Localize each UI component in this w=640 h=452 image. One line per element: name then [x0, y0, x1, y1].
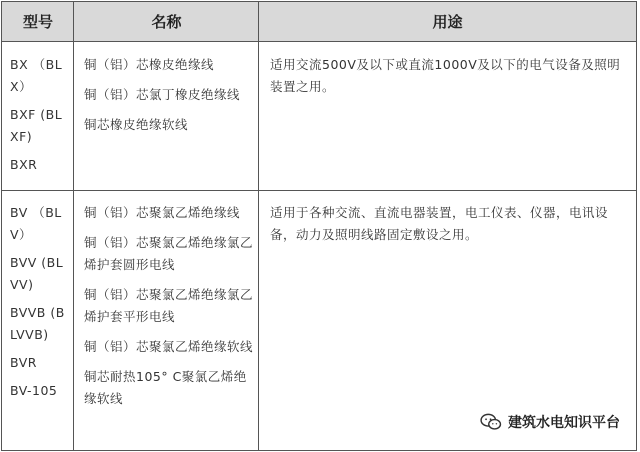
model-code: BV-105 [10, 383, 58, 398]
header-use: 用途 [259, 2, 636, 42]
wire-use: 适用于各种交流、直流电器装置，电工仪表、仪器，电讯设备，动力及照明线路固定敷设之用。 [270, 205, 609, 242]
header-name: 名称 [74, 2, 259, 42]
wire-name: 铜（铝）芯氯丁橡皮绝缘线 [84, 87, 241, 102]
wechat-icon [480, 413, 502, 431]
watermark-text: 建筑水电知识平台 [508, 415, 620, 431]
wire-type-table [1, 1, 637, 451]
row-divider [2, 190, 636, 191]
wire-name: 铜（铝）芯聚氯乙烯绝缘氯乙烯护套平形电线 [84, 287, 254, 324]
model-code: BVVB (B LVVB) [10, 305, 65, 342]
wire-name: 铜（铝）芯聚氯乙烯绝缘软线 [84, 339, 254, 354]
table-row-2-names [84, 202, 256, 418]
model-code: BVR [10, 355, 37, 370]
watermark [480, 412, 620, 432]
wire-name: 铜（铝）芯聚氯乙烯绝缘线 [84, 205, 241, 220]
model-code: BVV (BL VV) [10, 255, 64, 292]
table-row-2-use [270, 202, 630, 246]
wire-name: 铜芯橡皮绝缘软线 [84, 117, 189, 132]
wire-use: 适用交流500V及以下或直流1000V及以下的电气设备及照明装置之用。 [270, 57, 621, 94]
model-code: BV （BL V） [10, 205, 62, 242]
wire-name: 铜（铝）芯橡皮绝缘线 [84, 57, 215, 72]
wire-name: 铜芯耐热105° C聚氯乙烯绝缘软线 [84, 369, 247, 406]
table-row-1-names [84, 54, 256, 144]
column-divider [73, 2, 74, 450]
model-code: BXR [10, 157, 38, 172]
model-code: BXF (BL XF) [10, 107, 63, 144]
header-type: 型号 [2, 2, 74, 42]
model-code: BX （BL X） [10, 57, 63, 94]
table-row-2-codes [10, 202, 70, 408]
table-row-1-use [270, 54, 630, 98]
table-row-1-codes [10, 54, 70, 182]
column-divider [258, 2, 259, 450]
wire-name: 铜（铝）芯聚氯乙烯绝缘氯乙烯护套圆形电线 [84, 235, 254, 272]
